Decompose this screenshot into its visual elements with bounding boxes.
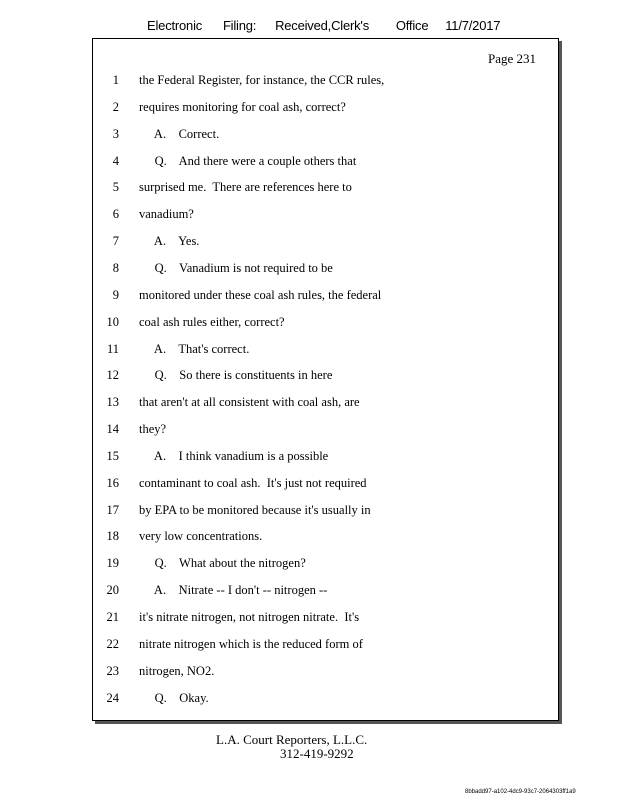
line-number: 18 bbox=[106, 529, 119, 544]
line-number: 12 bbox=[106, 368, 119, 383]
line-text: requires monitoring for coal ash, correct? bbox=[139, 99, 346, 114]
line-number: 3 bbox=[112, 126, 119, 141]
line-text: they? bbox=[139, 422, 167, 437]
line-number: 22 bbox=[106, 636, 119, 651]
line-text: by EPA to be monitored because it's usually in bbox=[139, 502, 371, 517]
line-number: 16 bbox=[106, 475, 119, 490]
line-number: 14 bbox=[106, 422, 119, 437]
line-text: A. Correct. bbox=[139, 126, 220, 141]
line-text: A. I think vanadium is a possible bbox=[139, 448, 329, 463]
line-number: 13 bbox=[106, 395, 119, 410]
line-number: 4 bbox=[112, 153, 119, 168]
line-number: 5 bbox=[112, 180, 119, 195]
line-text: A. Nitrate -- I don't -- nitrogen -- bbox=[139, 583, 328, 598]
filing-header-office: Office bbox=[395, 18, 429, 33]
line-number: 17 bbox=[106, 502, 119, 517]
line-text: very low concentrations. bbox=[139, 529, 263, 544]
line-number: 2 bbox=[112, 99, 119, 114]
line-number: 19 bbox=[106, 556, 119, 571]
line-text: Q. What about the nitrogen? bbox=[139, 556, 306, 571]
line-number: 23 bbox=[106, 663, 119, 678]
line-text: surprised me. There are references here to bbox=[139, 180, 352, 195]
filing-header-filing: Filing: bbox=[222, 18, 257, 33]
line-text: contaminant to coal ash. It's just not required bbox=[139, 475, 367, 490]
line-text: Q. And there were a couple others that bbox=[139, 153, 357, 168]
line-number: 11 bbox=[106, 341, 119, 356]
line-text: Q. Vanadium is not required to be bbox=[139, 260, 333, 275]
line-number: 7 bbox=[112, 234, 119, 249]
filing-header-electronic: Electronic bbox=[147, 18, 203, 33]
filing-header-date: 11/7/2017 bbox=[445, 18, 501, 33]
line-number: 8 bbox=[112, 260, 119, 275]
document-id: 8bbadd97-a102-4dc9-93c7-2064303ff1a9 bbox=[465, 789, 576, 795]
line-text: nitrogen, NO2. bbox=[139, 663, 215, 678]
line-number: 9 bbox=[112, 287, 119, 302]
line-number: 24 bbox=[106, 690, 119, 705]
line-text: that aren't at all consistent with coal ash, are bbox=[139, 395, 360, 410]
line-number: 20 bbox=[106, 583, 119, 598]
line-text: nitrate nitrogen which is the reduced form of bbox=[139, 636, 363, 651]
page-number: Page 231 bbox=[487, 51, 536, 66]
line-text: A. That's correct. bbox=[139, 341, 250, 356]
line-text: Q. Okay. bbox=[139, 690, 209, 705]
line-number: 21 bbox=[106, 610, 119, 624]
line-text: A. Yes. bbox=[139, 234, 200, 249]
filing-header-received: Received,Clerk's bbox=[275, 18, 369, 33]
footer-company: L.A. Court Reporters, L.L.C. bbox=[216, 732, 368, 747]
line-number: 10 bbox=[106, 314, 119, 329]
line-number: 15 bbox=[106, 448, 119, 463]
footer-phone: 312-419-9292 bbox=[280, 746, 354, 761]
line-text: Q. So there is constituents in here bbox=[139, 368, 333, 383]
line-text: vanadium? bbox=[139, 207, 194, 222]
line-text: coal ash rules either, correct? bbox=[139, 314, 285, 329]
transcript-page bbox=[92, 38, 559, 721]
line-text: it's nitrate nitrogen, not nitrogen nitrate. It's bbox=[139, 610, 360, 624]
line-number: 6 bbox=[112, 207, 119, 222]
line-text: monitored under these coal ash rules, the federal bbox=[139, 287, 382, 302]
filing-header bbox=[147, 18, 500, 33]
line-text: the Federal Register, for instance, the CCR rules, bbox=[139, 73, 385, 87]
line-number: 1 bbox=[112, 73, 119, 87]
